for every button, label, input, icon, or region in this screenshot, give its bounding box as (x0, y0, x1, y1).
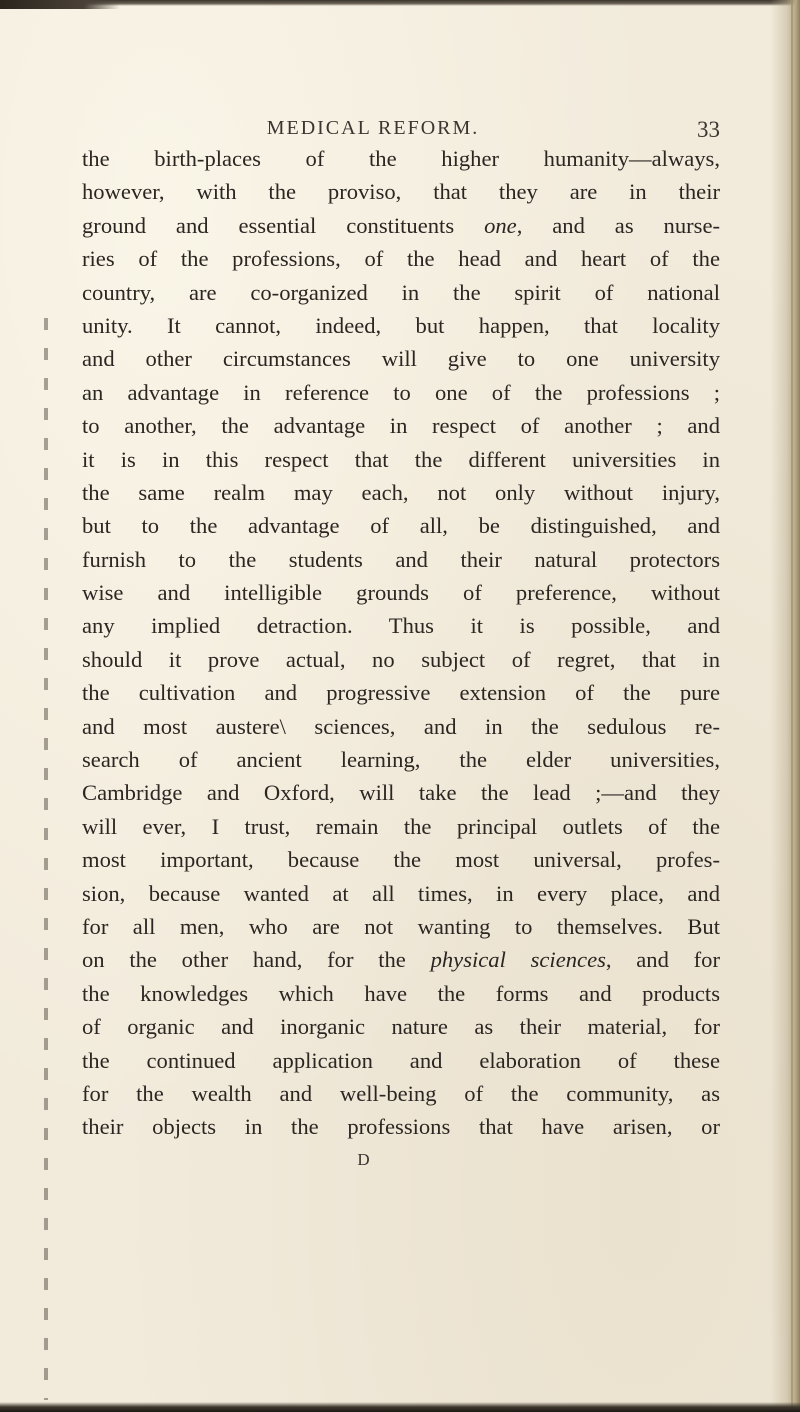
text-segment: their objects in the professions that have arisen, or (82, 1114, 720, 1140)
text-line (82, 175, 720, 208)
text-segment: the same realm may each, not only without injury, (82, 479, 720, 505)
text-line (82, 1110, 720, 1143)
text-segment: country, are co-organized in the spirit of national (82, 279, 720, 305)
text-line (82, 376, 720, 409)
text-line (82, 142, 720, 175)
right-edge-line (791, 0, 793, 1412)
text-segment: Cambridge and Oxford, will take the lead ;—and they (82, 780, 720, 806)
top-scan-edge (0, 0, 800, 6)
text-segment: ground and essential constituents (82, 212, 485, 238)
top-edge-mark (0, 0, 120, 9)
signature-mark: D (357, 1150, 371, 1169)
text-line (82, 1044, 720, 1077)
text-segment: sion, because wanted at all times, in every place, and (82, 880, 720, 906)
text-segment: should it prove actual, no subject of regret, that in (82, 646, 720, 672)
text-line (82, 543, 720, 576)
text-segment: will ever, I trust, remain the principal outlets of the (82, 813, 720, 839)
left-gutter-marks (44, 300, 48, 1400)
text-line (82, 276, 720, 309)
text-line (82, 776, 720, 809)
text-segment: the continued application and elaboration of these (82, 1047, 720, 1073)
text-line (82, 643, 720, 676)
right-page-edge (770, 0, 800, 1412)
text-line (82, 1010, 720, 1043)
running-title: MEDICAL REFORM. (266, 117, 480, 139)
text-segment: any implied detraction. Thus it is possible, and (82, 613, 720, 639)
text-line (82, 710, 720, 743)
text-line (82, 476, 720, 509)
page-number: 33 (697, 117, 720, 142)
text-segment: to another, the advantage in respect of another ; and (82, 413, 720, 439)
text-segment: the knowledges which have the forms and products (82, 980, 720, 1006)
text-line (82, 509, 720, 542)
text-line (82, 977, 720, 1010)
text-segment: and other circumstances will give to one university (82, 346, 720, 372)
text-segment: the birth-places of the higher humanity—always, (82, 146, 720, 171)
text-line (82, 209, 720, 242)
text-segment: wise and intelligible grounds of preference, without (82, 580, 720, 606)
text-line (82, 409, 720, 442)
text-segment: it is in this respect that the different universities in (82, 446, 720, 472)
text-segment: search of ancient learning, the elder universities, (82, 747, 720, 773)
text-segment: ries of the professions, of the head and heart of the (82, 246, 720, 272)
text-segment: and most austere\ sciences, and in the sedulous re- (82, 713, 720, 739)
text-segment: , and as nurse- (516, 212, 721, 238)
text-line (82, 676, 720, 709)
text-segment: on the other hand, for the (82, 947, 431, 973)
text-line (82, 576, 720, 609)
italic-phrase: one (484, 212, 517, 238)
text-line (82, 743, 720, 776)
text-line (82, 877, 720, 910)
bottom-scan-edge (0, 1402, 800, 1412)
text-segment: , and for (605, 947, 720, 973)
text-line (82, 843, 720, 876)
text-line (82, 342, 720, 375)
text-line (82, 309, 720, 342)
text-segment: however, with the proviso, that they are in their (82, 179, 720, 205)
text-segment: of organic and inorganic nature as their material, for (82, 1014, 720, 1040)
text-line (82, 910, 720, 943)
text-line (82, 1077, 720, 1110)
body-text (82, 142, 720, 1144)
text-segment: an advantage in reference to one of the professions ; (82, 379, 720, 405)
text-segment: most important, because the most universal, profes- (82, 847, 720, 873)
text-line (82, 443, 720, 476)
text-line (82, 810, 720, 843)
text-line (82, 242, 720, 275)
text-segment: furnish to the students and their natural protectors (82, 546, 720, 572)
text-line (82, 943, 720, 976)
italic-phrase: physical sciences (430, 947, 606, 973)
text-line (82, 609, 720, 642)
text-segment: for all men, who are not wanting to themselves. But (82, 913, 720, 939)
text-segment: for the wealth and well-being of the community, as (82, 1080, 720, 1106)
text-segment: unity. It cannot, indeed, but happen, that locality (82, 312, 720, 338)
text-segment: the cultivation and progressive extension of the pure (82, 680, 720, 706)
text-segment: but to the advantage of all, be distinguished, and (82, 513, 720, 539)
